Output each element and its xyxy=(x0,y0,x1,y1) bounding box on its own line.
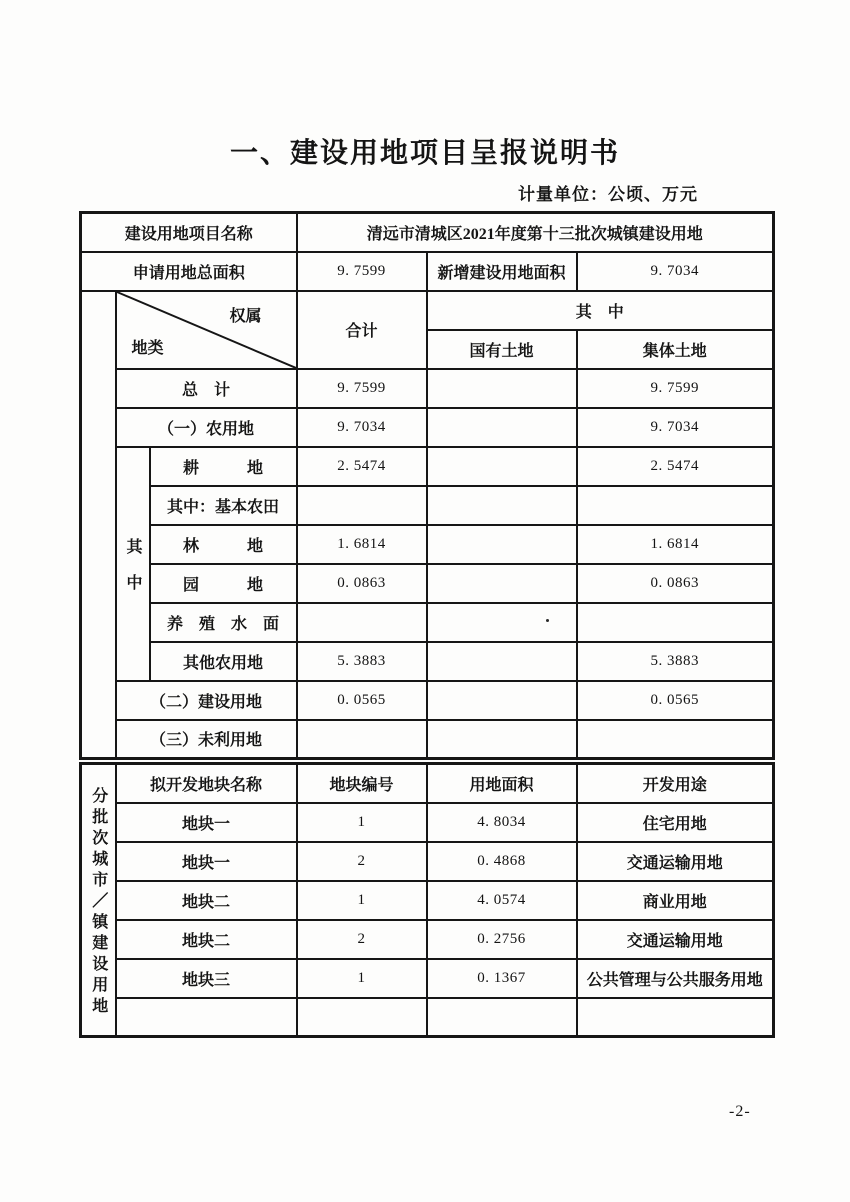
table-row xyxy=(81,603,774,642)
state-owned-value-cell xyxy=(427,720,577,759)
total-value-cell xyxy=(297,603,427,642)
state-owned-value-cell xyxy=(427,681,577,720)
table-row xyxy=(81,564,774,603)
among-side-label-cell xyxy=(116,447,150,681)
plot-use-cell: 商业用地 xyxy=(577,881,774,920)
page-number: -2- xyxy=(729,1103,751,1120)
table-row xyxy=(81,803,774,842)
total-value-cell: 0. 0565 xyxy=(297,681,427,720)
land-class-side-spacer-cell xyxy=(81,291,116,759)
diagonal-header-cell xyxy=(116,291,297,369)
table-row xyxy=(81,252,774,291)
state-owned-value-cell xyxy=(427,447,577,486)
table-row xyxy=(81,920,774,959)
column-header-plot-use: 开发用途 xyxy=(577,764,774,803)
column-header-plot-name: 拟开发地块名称 xyxy=(116,764,297,803)
plot-use-cell: 住宅用地 xyxy=(577,803,774,842)
plot-number-cell xyxy=(297,998,427,1037)
collective-value-cell xyxy=(577,720,774,759)
land-class-label-cell: 总 计 xyxy=(116,369,297,408)
total-value-cell: 0. 0863 xyxy=(297,564,427,603)
collective-value-cell: 2. 5474 xyxy=(577,447,774,486)
plot-number-cell: 1 xyxy=(297,803,427,842)
project-name-label-cell: 建设用地项目名称 xyxy=(81,213,297,252)
land-class-label-cell: 其中：基本农田 xyxy=(150,486,297,525)
collective-value-cell xyxy=(577,603,774,642)
land-class-label-cell: （三）未利用地 xyxy=(116,720,297,759)
plot-number-cell: 2 xyxy=(297,920,427,959)
among-side-label: 其中 xyxy=(124,537,141,610)
state-owned-value-cell xyxy=(427,564,577,603)
land-class-label-cell: （二）建设用地 xyxy=(116,681,297,720)
collective-value-cell: 9. 7034 xyxy=(577,408,774,447)
plot-area-cell: 0. 2756 xyxy=(427,920,577,959)
plot-area-cell: 0. 4868 xyxy=(427,842,577,881)
total-value-cell: 5. 3883 xyxy=(297,642,427,681)
corner-label-ownership: 权属 xyxy=(229,307,262,325)
total-value-cell: 9. 7034 xyxy=(297,408,427,447)
table-row xyxy=(81,959,774,998)
state-owned-value-cell xyxy=(427,603,577,642)
new-area-label-cell: 新增建设用地面积 xyxy=(427,252,577,291)
table-row xyxy=(81,881,774,920)
new-area-value-cell: 9. 7034 xyxy=(577,252,774,291)
table-row xyxy=(81,486,774,525)
total-value-cell xyxy=(297,720,427,759)
table-row xyxy=(81,213,774,252)
state-owned-value-cell xyxy=(427,525,577,564)
plots-side-label: 分批次城市／镇建设用地 xyxy=(89,787,107,1018)
project-name-value-cell: 清远市清城区2021年度第十三批次城镇建设用地 xyxy=(297,213,774,252)
state-owned-value-cell xyxy=(427,369,577,408)
plot-number-cell: 1 xyxy=(297,881,427,920)
table-row xyxy=(81,642,774,681)
land-class-label-cell: （一）农用地 xyxy=(116,408,297,447)
collective-value-cell: 5. 3883 xyxy=(577,642,774,681)
scan-artifact-dot xyxy=(546,619,549,622)
plots-table xyxy=(79,762,775,1038)
total-value-cell xyxy=(297,486,427,525)
page-title: 一、建设用地项目呈报说明书 xyxy=(229,138,620,169)
land-report-table xyxy=(79,211,775,760)
plot-area-cell: 0. 1367 xyxy=(427,959,577,998)
state-owned-value-cell xyxy=(427,408,577,447)
column-header-state-owned: 国有土地 xyxy=(427,330,577,369)
measurement-unit-note: 计量单位：公顷、万元 xyxy=(518,185,698,204)
collective-value-cell xyxy=(577,486,774,525)
applied-area-value-cell: 9. 7599 xyxy=(297,252,427,291)
column-header-plot-area: 用地面积 xyxy=(427,764,577,803)
plot-name-cell: 地块二 xyxy=(116,881,297,920)
plots-side-label-cell xyxy=(81,764,116,1037)
plot-use-cell: 公共管理与公共服务用地 xyxy=(577,959,774,998)
plot-use-cell: 交通运输用地 xyxy=(577,920,774,959)
table-row xyxy=(81,447,774,486)
plot-number-cell: 1 xyxy=(297,959,427,998)
total-value-cell: 2. 5474 xyxy=(297,447,427,486)
plot-use-cell: 交通运输用地 xyxy=(577,842,774,881)
plot-area-cell: 4. 0574 xyxy=(427,881,577,920)
table-row xyxy=(81,764,774,803)
column-header-plot-number: 地块编号 xyxy=(297,764,427,803)
plot-area-cell xyxy=(427,998,577,1037)
table-row xyxy=(81,291,774,330)
collective-value-cell: 1. 6814 xyxy=(577,525,774,564)
table-row xyxy=(81,681,774,720)
applied-area-label-cell: 申请用地总面积 xyxy=(81,252,297,291)
collective-value-cell: 9. 7599 xyxy=(577,369,774,408)
table-row xyxy=(81,998,774,1037)
plot-number-cell: 2 xyxy=(297,842,427,881)
land-class-label-cell: 园 地 xyxy=(150,564,297,603)
table-row xyxy=(81,842,774,881)
plot-area-cell: 4. 8034 xyxy=(427,803,577,842)
land-class-label-cell: 其他农用地 xyxy=(150,642,297,681)
table-row xyxy=(81,369,774,408)
total-value-cell: 9. 7599 xyxy=(297,369,427,408)
plot-name-cell xyxy=(116,998,297,1037)
corner-label-land-class: 地类 xyxy=(131,339,164,357)
table-row xyxy=(81,525,774,564)
plot-name-cell: 地块一 xyxy=(116,842,297,881)
column-header-among: 其 中 xyxy=(427,291,774,330)
collective-value-cell: 0. 0565 xyxy=(577,681,774,720)
plot-name-cell: 地块一 xyxy=(116,803,297,842)
land-class-label-cell: 林 地 xyxy=(150,525,297,564)
total-value-cell: 1. 6814 xyxy=(297,525,427,564)
column-header-collective: 集体土地 xyxy=(577,330,774,369)
column-header-total: 合计 xyxy=(297,291,427,369)
plot-name-cell: 地块三 xyxy=(116,959,297,998)
plot-use-cell xyxy=(577,998,774,1037)
state-owned-value-cell xyxy=(427,486,577,525)
plot-name-cell: 地块二 xyxy=(116,920,297,959)
table-row xyxy=(81,720,774,759)
land-class-label-cell: 养 殖 水 面 xyxy=(150,603,297,642)
land-class-label-cell: 耕 地 xyxy=(150,447,297,486)
table-row xyxy=(81,408,774,447)
state-owned-value-cell xyxy=(427,642,577,681)
collective-value-cell: 0. 0863 xyxy=(577,564,774,603)
